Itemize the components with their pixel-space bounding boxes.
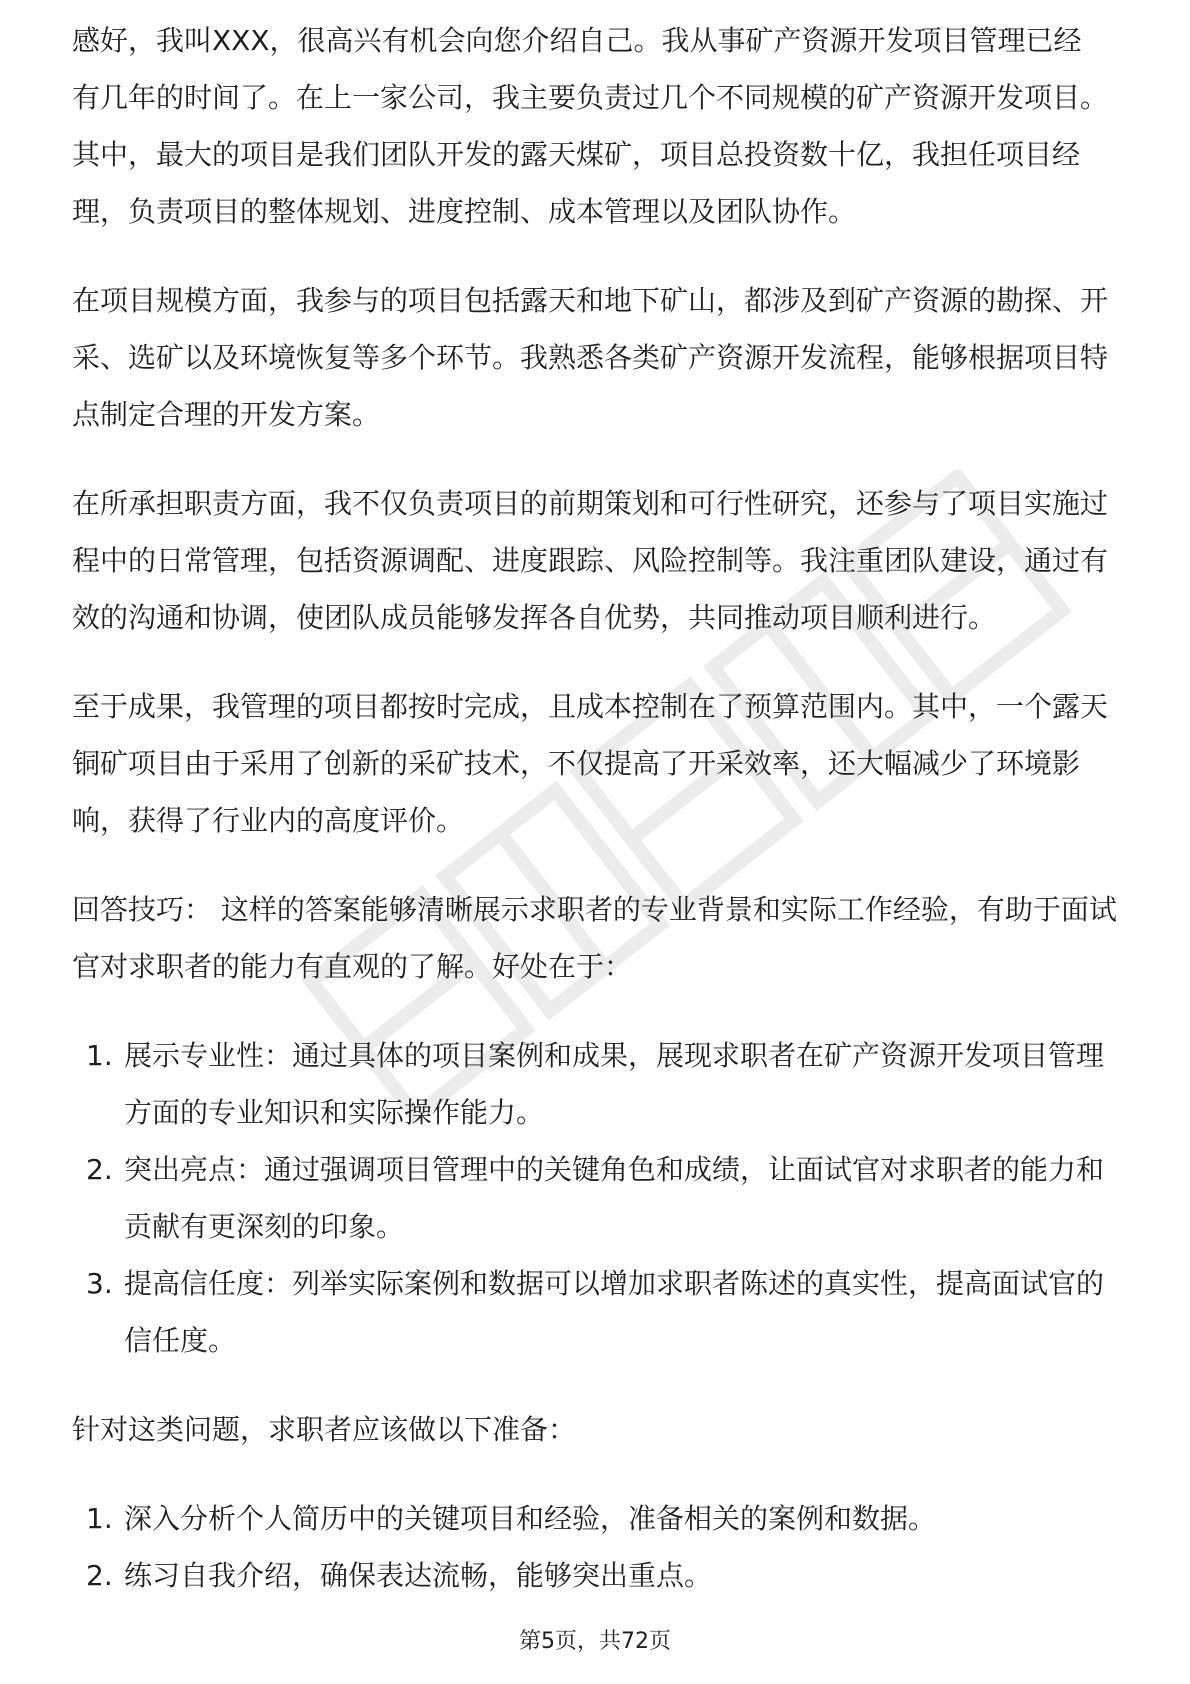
prep-intro-paragraph: 针对这类问题，求职者应该做以下准备： xyxy=(72,1413,577,1446)
results-paragraph: 至于成果，我管理的项目都按时完成，且成本控制在了预算范围内。其中，一个露天铜矿项目由于采用了创新的采矿技术，不仅提高了开采效率，还大幅减少了环境影响，获得了行业内的高度评价。 xyxy=(72,690,1109,837)
list-item-text: 深入分析个人简历中的关键项目和经验，准备相关的案例和数据。 xyxy=(124,1502,937,1535)
list-number: 2. xyxy=(86,1153,113,1186)
list-number: 1. xyxy=(86,1502,113,1535)
benefits-list xyxy=(72,1027,1120,1369)
list-item xyxy=(72,1027,1120,1141)
tips-paragraph: 回答技巧： 这样的答案能够清晰展示求职者的专业背景和实际工作经验，有助于面试官对求职者的能力有直观的了解。好处在于： xyxy=(72,893,1117,983)
list-item xyxy=(72,1255,1120,1369)
list-item-text: 展示专业性：通过具体的项目案例和成果，展现求职者在矿产资源开发项目管理方面的专业知识和实际操作能力。 xyxy=(124,1039,1105,1129)
page-number-footer: 第5页，共72页 xyxy=(519,1629,671,1654)
list-number: 1. xyxy=(86,1039,113,1072)
list-item xyxy=(72,1141,1120,1255)
cut-off-top-line: 感好，我叫XXX，很高兴有机会向您介绍自己。我从事矿产资源开发项目管理已经 xyxy=(72,24,1082,57)
list-number: 2. xyxy=(86,1559,113,1592)
list-item xyxy=(72,1547,1120,1604)
scale-paragraph: 在项目规模方面，我参与的项目包括露天和地下矿山，都涉及到矿产资源的勘探、开采、选矿以及环境恢复等多个环节。我熟悉各类矿产资源开发流程，能够根据项目特点制定合理的开发方案。 xyxy=(72,284,1109,431)
list-item-text: 提高信任度：列举实际案例和数据可以增加求职者陈述的真实性，提高面试官的信任度。 xyxy=(124,1267,1105,1357)
duties-paragraph: 在所承担职责方面，我不仅负责项目的前期策划和可行性研究，还参与了项目实施过程中的日常管理，包括资源调配、进度跟踪、风险控制等。我注重团队建设，通过有效的沟通和协调，使团队成员能够发挥各自优势，共同推动项目顺利进行。 xyxy=(72,487,1109,634)
intro-paragraph: 有几年的时间了。在上一家公司，我主要负责过几个不同规模的矿产资源开发项目。其中，最大的项目是我们团队开发的露天煤矿，项目总投资数十亿，我担任项目经理，负责项目的整体规划、进度控制、成本管理以及团队协作。 xyxy=(72,81,1109,228)
prep-list xyxy=(72,1490,1120,1604)
document-body xyxy=(72,26,1120,1636)
list-number: 3. xyxy=(86,1267,113,1300)
list-item-text: 突出亮点：通过强调项目管理中的关键角色和成绩，让面试官对求职者的能力和贡献有更深刻的印象。 xyxy=(124,1153,1105,1243)
list-item-text: 练习自我介绍，确保表达流畅，能够突出重点。 xyxy=(124,1559,713,1592)
list-item xyxy=(72,1490,1120,1547)
